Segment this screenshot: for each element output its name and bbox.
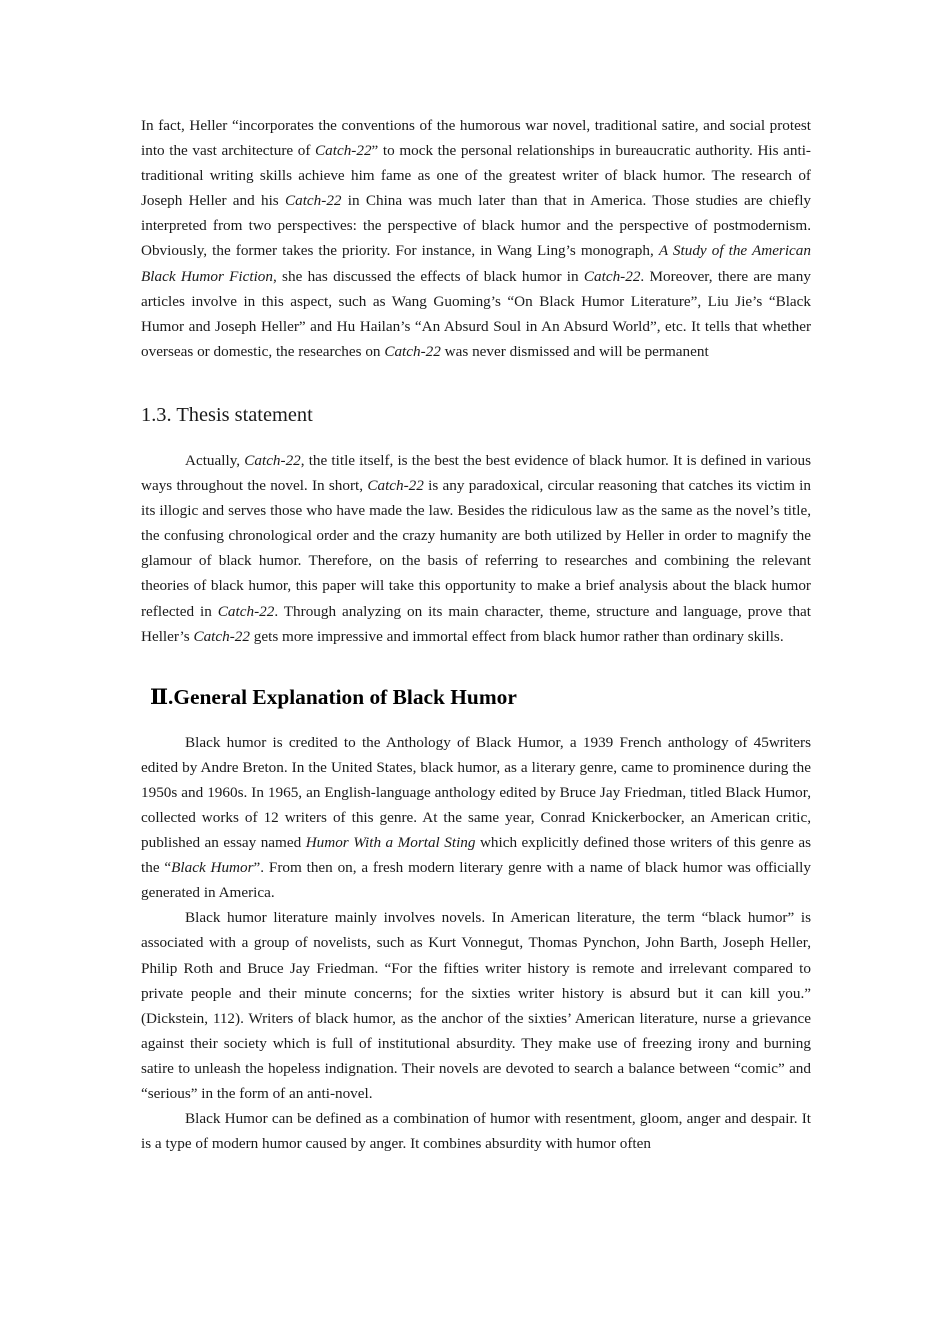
par-text-part: In fact, Heller “incorporates the conventions of the humorous war novel, traditional satire, and social protest into the vast architecture of [141, 117, 811, 160]
par-text-part: was never dismissed and will be permanent [440, 342, 709, 360]
spacer [141, 649, 811, 682]
par-text-part: ”. From then on, a fresh modern literary genre with a name of black humor was officially generated in America. [141, 859, 811, 902]
book-title-catch22: Catch-22 [384, 342, 441, 360]
par-text-part: which explicitly defined those writers of this genre as the “ [141, 834, 811, 877]
par-text-part: gets more impressive and immortal effect from black humor rather than ordinary skills. [249, 627, 784, 645]
par-text-part: . Through analyzing on its main character, theme, structure and language, prove that Heller’s [141, 602, 811, 645]
par-text-part: Black humor is credited to the Anthology of Black Humor, a 1939 French anthology of 45writers edited by Andre Breton. In the United States, black humor, as a literary genre, came to prominence during the 1950s and 1960s. In 1965, an English-language anthology edited by Bruce Jay Friedman, titled Black Humor, collected works of 12 writers of this genre. At the same year, Conrad Knickerbocker, an American critic, published an essay named [141, 733, 811, 852]
paragraph-black-humor-literature: Black humor literature mainly involves novels. In American literature, the term “black humor” is associated with a group of novelists, such as Kurt Vonnegut, Thomas Pynchon, John Barth, Joseph Heller, Philip Roth and Bruce Jay Friedman. “For the fifties writer history is remote and irrelevant compared to private people and their minute concerns; for the sixties writer history is absurd but it can kill you.” (Dickstein, 112). Writers of black humor, as the anchor of the sixties’ American literature, nurse a grievance against their society which is full of institutional absurdity. They make use of freezing irony and burning satire to unleash the hopeless indignation. Their novels are devoted to search a balance between “comic” and “serious” in the form of an anti-novel. [141, 909, 811, 1102]
book-title-catch22: Catch-22 [217, 602, 275, 620]
spacer [141, 429, 811, 448]
paragraph-intro-continuation [141, 113, 811, 364]
term-black-humor: Black Humor [171, 859, 254, 877]
par-text-part: ” to mock the personal relationships in bureaucratic authority. His anti-traditional writing skills achieve him fame as one of the greatest writer of black humor. The research of Joseph Heller and his [141, 142, 811, 210]
paragraph-thesis-statement [141, 448, 811, 649]
book-title-catch22: Catch-22 [583, 267, 641, 285]
par-text-part: , the title itself, is the best the best evidence of black humor. It is defined in various ways throughout the novel. In short, [141, 451, 812, 495]
essay-title-humor-with-a-mortal-sting: Humor With a Mortal Sting [305, 834, 476, 852]
par-text-part: , she has discussed the effects of black humor in [273, 267, 584, 285]
paragraph-black-humor-definition: Black Humor can be defined as a combination of humor with resentment, gloom, anger and despair. It is a type of modern humor caused by anger. It combines absurdity with humor often [141, 1110, 811, 1153]
paragraph-black-humor-origin [141, 730, 811, 906]
spacer [141, 364, 811, 401]
book-title-catch22: Catch-22 [284, 192, 342, 210]
par-text-part: in China was much later than that in America. Those studies are chiefly interpreted from two perspectives: the perspective of black humor and the perspective of postmodernism. Obviously, the former takes the priority. For instance, in Wang Ling’s monograph, [141, 192, 812, 260]
book-title-catch22: Catch-22 [244, 451, 301, 469]
section-heading-1-3: 1.3. Thesis statement [141, 403, 313, 426]
chapter-heading-2: Ⅱ.General Explanation of Black Humor [150, 684, 517, 709]
par-text-part: is any paradoxical, circular reasoning that catches its victim in its illogic and serves those who have made the law. Besides the ridiculous law as the same as the novel’s title, the confusing chronological order and the crazy humanity are both utilized by Heller in order to magnify the glamour of black humor. Therefore, on the basis of referring to researches and combining the relevant theories of black humor, this paper will take this opportunity to make a brief analysis about the black humor reflected in [141, 477, 811, 620]
par-text-part: Actually, [185, 451, 245, 469]
book-title-catch22: Catch-22 [315, 142, 372, 160]
book-title-catch22: Catch-22 [193, 627, 250, 645]
book-title-study-american-black-humor-fiction: A Study of the American Black Humor Fiction [141, 242, 811, 285]
book-title-catch22: Catch-22 [367, 477, 424, 495]
page-content [141, 113, 811, 1156]
par-text-part: . Moreover, there are many articles involve in this aspect, such as Wang Guoming’s “On Black Humor Literature”, Liu Jie’s “Black Humor and Joseph Heller” and Hu Hailan’s “An Absurd Soul in An Absurd World”, etc. It tells that whether overseas or domestic, the researches on [141, 267, 811, 360]
spacer [141, 712, 811, 730]
